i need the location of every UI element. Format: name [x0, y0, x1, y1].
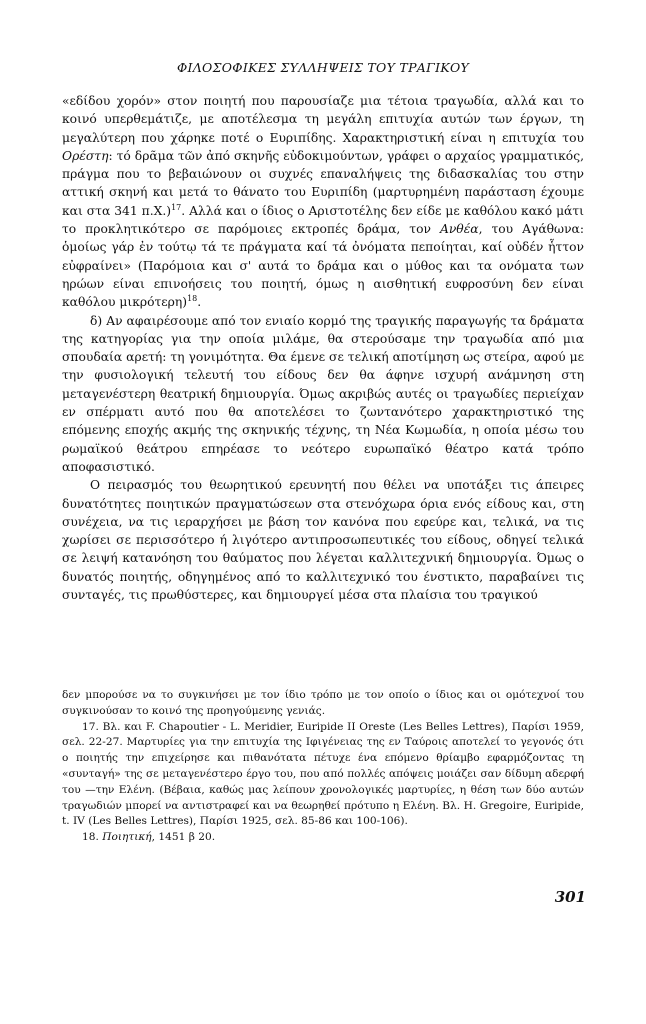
footnote-ref-18: 18: [187, 294, 198, 304]
work-title-orestes: Ορέστη: [62, 148, 109, 163]
footnotes: [62, 688, 584, 846]
footnote-ref-17: 17: [171, 202, 182, 212]
footnote-continuation: δεν μπορούσε να το συγκινήσει με τον ίδιο τρόπο με τον οποίο ο ίδιος και οι ομότεχνοί του συγκινούσαν το κοινό της προηγούμενης γενιάς.: [62, 689, 584, 717]
footnote-18: 18. Ποιητική, 1451 β 20.: [82, 831, 216, 844]
work-title-poetics: Ποιητική: [102, 831, 152, 844]
paragraph-2: δ) Αν αφαιρέσουμε από τον ενιαίο κορμό της τραγικής παραγωγής τα δράματα της κατηγορίας για την οποία μιλάμε, θα στερούσαμε την τραγωδία από μια σπουδαία αρετή: τη γονιμότητα. Θα έμενε σε τελική αποτίμηση ως στείρα, αφού με την φυσιολογική τελευτή του είδους δεν θα άφηνε ισχυρή ανάμνηση στη μεταγενέστερη θεατρική δημιουργία. Όμως ακριβώς αυτές οι τραγωδίες περιείχαν εν σπέρματι αυτό που θα αποτελέσει το ζωντανότερο χαρακτηριστικό της επόμενης εποχής ακμής της σκηνικής τέχνης, τη Νέα Κωμωδία, η οποία μέσω του ρωμαϊκού θεάτρου επηρέασε το νεότερο ευρωπαϊκό θέατρο κατά τρόπο αποφασιστικό.: [62, 313, 584, 474]
main-text: [62, 92, 584, 604]
footnote-17: 17. Βλ. και F. Chapoutier - L. Meridier, Euripide II Oreste (Les Belles Lettres), Παρίσι 1959, σελ. 22-27. Μαρτυρίες για την επιτυχία της Ιφιγένειας της εν Ταύροις αποτελεί το γεγονός ότι ο ποιητής την επιχείρησε και πιθανότατα πέτυχε ένα επόμενο θρίαμβο εφαρμόζοντας τη «συνταγή» της σε μεταγενέστερο έργο του, που από πολλές απόψεις μοιάζει σαν δίδυμη αδερφή του —την Ελένη. (Βέβαια, καθώς μας λείπουν χρονολογικές μαρτυρίες, η θέση των δύο αυτών τραγωδιών μπορεί να αντιστραφεί και να θεωρηθεί πρότυπο η Ελένη. Βλ. H. Gregoire, Euripide, t. IV (Les Belles Lettres), Παρίσι 1925, σελ. 85-86 και 100-106).: [62, 720, 584, 828]
work-title-anthea: Ανθέα: [439, 222, 479, 237]
paragraph-3: Ο πειρασμός του θεωρητικού ερευνητή που θέλει να υποτάξει τις άπειρες δυνατότητες ποιητικών πραγματώσεων στα στενόχωρα όρια ενός είδους και, στη συνέχεια, να τις ιεραρχήσει με βάση τον κανόνα που εφεύρε και, τελικά, να τις χωρίσει σε περισσότερο ή λιγότερο αντιπροσωπευτικές του είδους, οδηγεί τελικά σε λειψή κατανόηση του θαύματος που λέγεται καλλιτεχνική δημιουργία. Όμως ο δυνατός ποιητής, οδηγημένος από το καλλιτεχνικό του ένστικτο, παραβαίνει τις συνταγές, τις πρωθύστερες, και δημιουργεί μέσα στα πλαίσια του τραγικού: [62, 478, 584, 603]
paragraph-1: «εδίδου χορόν» στον ποιητή που παρουσίαζε μια τέτοια τραγωδία, αλλά και το κοινό υπερθεμάτιζε, με αποτέλεσμα τη μεγάλη επιτυχία αυτών των έργων, τη μεγαλύτερη που χάρηκε ποτέ ο Ευριπίδης. Χαρακτηριστική είναι η επιτυχία του Ορέστη: τό δρᾶμα τῶν ἀπό σκηνῆς εὐδοκιμούντων, γράφει ο αρχαίος γραμματικός, πράγμα που το βεβαιώνουν οι συχνές επαναλήψεις της διδασκαλίας του στην αττική σκηνή και μετά το θάνατο του Ευριπίδη (μαρτυρημένη παράσταση έχουμε και στα 341 π.Χ.)$^{17}$. Αλλά και ο ίδιος ο Αριστοτέλης δεν είδε με καθόλου κακό μάτι το προκλητικότερο σε παρόμοιες εκτροπές δράμα, τον Ανθέα, του Αγάθωνα: ὁμοίως γάρ ἐν τούτῳ τά τε πράγματα καί τά ὀνόματα πεποίηται, καί οὐδέν ἧττον εὐφραίνει» (Παρόμοια και σ' αυτά το δράμα και ο μύθος και τα ονόματα των ηρώων είναι επινοήσεις του ποιητή, όμως η αισθητική ευφροσύνη δεν είναι καθόλου μικρότερη)$^{18}$.: [62, 94, 585, 310]
running-header: ΦΙΛΟΣΟΦΙΚΕΣ ΣΥΛΛΗΨΕΙΣ ΤΟΥ ΤΡΑΓΙΚΟΥ: [176, 60, 470, 75]
page-number: 301: [554, 888, 586, 906]
